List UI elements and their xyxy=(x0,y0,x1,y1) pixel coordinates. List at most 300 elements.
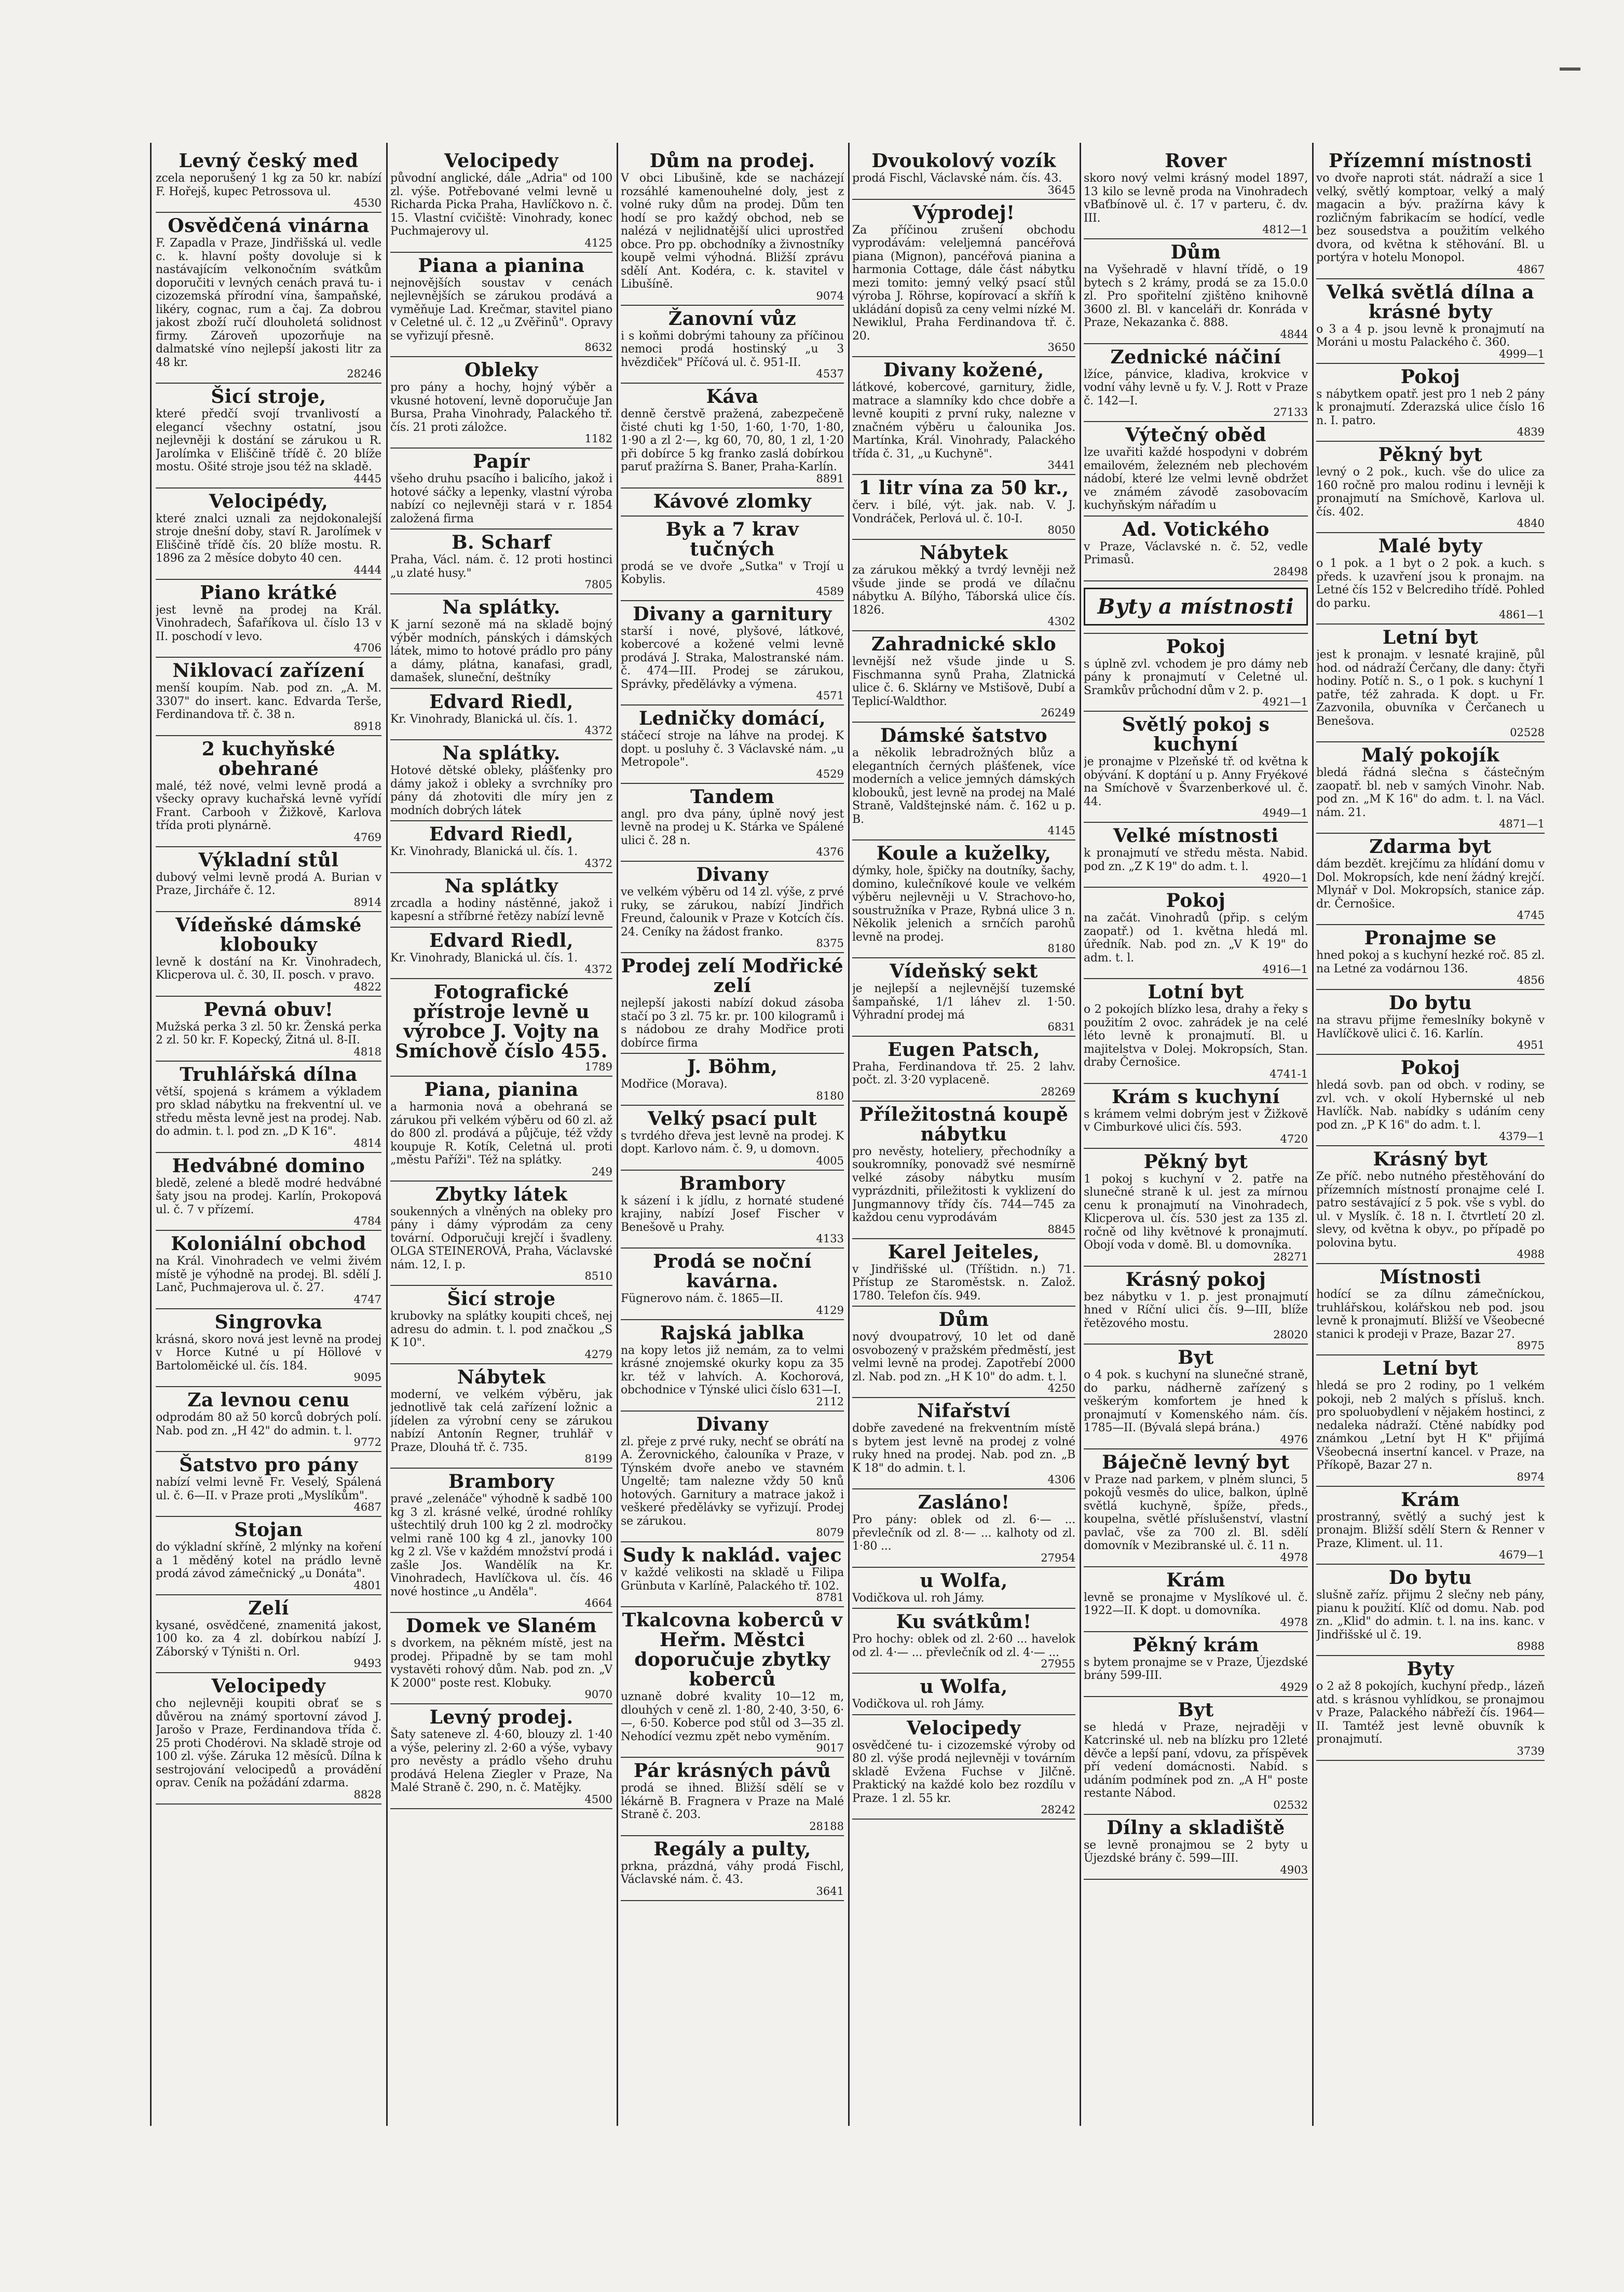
ad-headline: Koule a kuželky, xyxy=(876,843,1052,864)
ad-headline: Velká světlá dílna a krásné byty xyxy=(1326,281,1535,323)
ad-body-text: Za příčinou zrušení obchodu vyprodávám: veleljemná pancéřová piana (Mignon), pancéřová pianina a harmonia Cottage, dále část nábytku mezi tomito: jemný velký psací stůl výroba J. Röhrse, kopírovací a skříň k ukládání dopisů za ceny velmi nízké M. Newiklul, Praha Ferdinandova tř. č. 20. xyxy=(852,223,1075,343)
ad-reference-number: 4589 xyxy=(816,585,844,598)
ad-reference-number: 27955 xyxy=(1041,1658,1075,1670)
classified-ad xyxy=(390,594,612,689)
ad-reference-number: 4949—1 xyxy=(1262,807,1308,819)
classified-ad xyxy=(1084,1449,1308,1567)
column-rule xyxy=(386,143,388,2126)
ad-reference-number: 4978 xyxy=(1280,1616,1308,1629)
ad-reference-number: 4921—1 xyxy=(1262,696,1308,708)
ad-headline: Eugen Patsch, xyxy=(888,1038,1040,1061)
ad-body-text: Kr. Vinohrady, Blanická ul. čís. 1. xyxy=(390,951,578,965)
ad-headline: u Wolfa, xyxy=(920,1569,1008,1592)
classified-ad xyxy=(156,912,381,997)
ad-headline: Dvoukolový vozík xyxy=(871,150,1056,172)
ad-reference-number: 4747 xyxy=(353,1293,381,1306)
ad-body-text: na Král. Vinohradech ve velmi živém místě je výhodně na prodej. Bl. sdělí J. Lanč, Puchmajerova ul. č. 27. xyxy=(156,1255,381,1294)
classified-ad xyxy=(156,384,381,489)
ad-body-text: lze uvařiti každé hospodyni v dobrém emailovém, železném neb plechovém nádobí, které lze velmi levně obdržet ve známém závodě zasobovacím kuchyňským nářadím u xyxy=(1084,446,1308,512)
ad-headline: Niklovací zařízení xyxy=(172,660,365,682)
classified-ad xyxy=(621,784,844,862)
classified-ad xyxy=(390,449,612,530)
ad-reference-number: 4784 xyxy=(353,1215,381,1227)
ad-body-text: Kr. Vinohrady, Blanická ul. čís. 1. xyxy=(390,845,578,858)
ad-reference-number: 3441 xyxy=(1047,459,1075,471)
ad-headline: Divany kožené, xyxy=(883,359,1044,381)
ad-reference-number: 8050 xyxy=(1047,524,1075,536)
classified-ad xyxy=(1316,364,1545,442)
ad-body-text: levně se pronajme v Myslíkové ul. č. 1922—II. K dopt. u domovníka. xyxy=(1084,1591,1308,1617)
ad-headline: Edvard Riedl, xyxy=(429,929,574,952)
ad-body-text: dýmky, hole, špičky na doutníky, šachy, domino, kulečníkové koule ve velkém výběru nejlevněji u V. Strachovo-ho, soustružníka v Praze, Rybná ulice 3 n. Několik jelenich a srnčích parohů levně na prodej. xyxy=(852,864,1075,944)
ad-reference-number: 4250 xyxy=(1047,1382,1075,1394)
ad-headline: Fotografické přístroje levně u výrobce J. Vojty na Smíchově číslo 455. xyxy=(395,981,608,1062)
ad-body-text: hledá sovb. pan od obch. v rodiny, se zvl. vch. v okolí Hybernské ul neb Havlíčk. Nab. nabídky s udáním ceny pod zn. „P K 16" do adm. t. l. xyxy=(1316,1079,1545,1132)
ad-reference-number: 4839 xyxy=(1517,426,1545,438)
ad-body-text: hledá se pro 2 rodiny, po 1 velkém pokoji, neb 2 malých s přísluš. knch. pro spoluobydlení v nějakém hostinci, z nedaleka nádraží. Ctěné nabídky pod známkou „Letní byt H K" přijímá Všeobecná insertní kancel. v Praze, na Příkopě, Bazar 27 n. xyxy=(1316,1379,1545,1472)
ad-reference-number: 8918 xyxy=(353,720,381,733)
classified-ad xyxy=(1316,1055,1545,1146)
classified-ad xyxy=(156,489,381,580)
classified-ad xyxy=(852,1037,1075,1102)
classified-ad xyxy=(1084,1632,1308,1697)
classified-ad xyxy=(621,862,844,953)
classified-ad xyxy=(1084,1149,1308,1267)
classified-ad xyxy=(852,1489,1075,1568)
ad-reference-number: 6831 xyxy=(1047,1020,1075,1033)
ad-reference-number: 4769 xyxy=(353,831,381,844)
ad-reference-number: 4444 xyxy=(353,563,381,576)
ad-body-text: moderní, ve velkém výběru, jak jednotlivě tak celá zařízení ložnic a jídelen za výrobní ceny se zárukou nabízí Antonín Regner, truhlář v Praze, Dlouhá tř. č. 735. xyxy=(390,1388,612,1454)
ad-headline: Do bytu xyxy=(1388,992,1472,1014)
classified-ad xyxy=(390,1286,612,1364)
ad-reference-number: 4929 xyxy=(1280,1680,1308,1693)
classified-ad xyxy=(852,958,1075,1037)
ad-headline: Výprodej! xyxy=(912,201,1015,224)
ad-headline: Piano krátké xyxy=(200,581,337,604)
ad-reference-number: 4978 xyxy=(1280,1551,1308,1564)
classified-ad xyxy=(390,1469,612,1613)
ad-body-text: krubovky na splátky koupiti chceš, nej adresu do admin. t. l. pod značkou „S K 10". xyxy=(390,1310,612,1349)
classified-ad xyxy=(1084,148,1308,239)
ad-body-text: s tvrdého dřeva jest levně na prodej. K dopt. Karlovo nám. č. 9, u domovn. xyxy=(621,1129,844,1156)
classified-ad xyxy=(852,540,1075,631)
ad-reference-number: 8180 xyxy=(1047,942,1075,955)
ad-body-text: K jarní sezoně má na skladě bojný výběr modních, pánských i dámských látek, mimo to hotové prádlo pro pány a dámy, plátna, kanafasi, gradl, damašek, sluneční, deštníky xyxy=(390,618,612,684)
classified-ad xyxy=(156,1595,381,1674)
classified-ad xyxy=(852,475,1075,540)
classified-ad xyxy=(1316,925,1545,990)
ad-reference-number: 9772 xyxy=(353,1436,381,1448)
ad-headline: Zednické náčiní xyxy=(1110,346,1281,368)
classified-ad xyxy=(1084,979,1308,1084)
ad-body-text: bledá řádná slečna s částečným zaopatř. bl. neb v samých Vinohr. Nab. pod zn. „M K 16" do adm. t. l. na Václ. nám. 21. xyxy=(1316,766,1545,819)
ad-body-text: uznaně dobré kvality 10—12 m, dlouhých v ceně zl. 1·80, 2·40, 3·50, 6·—, 6·50. Koberce pod stůl od 3—35 zl. Nehodící vezmu zpět nebo vyměním. xyxy=(621,1690,844,1743)
ad-reference-number: 27954 xyxy=(1041,1551,1075,1564)
classified-ad xyxy=(621,706,844,784)
classified-ad xyxy=(156,847,381,912)
ad-headline: Krám s kuchyní xyxy=(1112,1086,1280,1108)
ad-body-text: nabízí velmi levně Fr. Veselý, Spálená ul. č. 6—II. v Praze proti „Myslíkům". xyxy=(156,1476,381,1502)
classified-ad xyxy=(1084,1267,1308,1345)
ad-body-text: osvědčené tu- i cizozemské výroby od 80 zl. výše prodá nejlevněji v továrním skladě Evžena Fuchse v Jilčně. Praktický na každé kolo bez rozdílu v Praze. 1 zl. 55 kr. xyxy=(852,1739,1075,1805)
classified-ad xyxy=(852,1715,1075,1820)
classified-ad xyxy=(1084,517,1308,581)
ad-reference-number: 4844 xyxy=(1280,328,1308,341)
ad-reference-number: 4664 xyxy=(584,1597,612,1609)
ad-body-text: je nejlepší a nejlevnější tuzemské šampaňské, 1/1 láhev zl. 1·50. Výhradní prodej má xyxy=(852,982,1075,1022)
column-rule xyxy=(1312,143,1314,2126)
ad-headline: Krám xyxy=(1166,1569,1225,1591)
ad-reference-number: 1182 xyxy=(584,432,612,445)
classified-ad xyxy=(1084,422,1308,517)
ad-body-text: na kopy letos již nemám, za to velmi krásné znojemské okurky kopu za 35 kr. též v lahvích. A. Kochorová, obchodnice v Týnské ulici číslo 631—I. xyxy=(621,1344,844,1396)
classified-ad xyxy=(1084,239,1308,344)
ad-reference-number: 8510 xyxy=(584,1270,612,1282)
ad-reference-number: 4814 xyxy=(353,1136,381,1149)
ad-headline: Výkladní stůl xyxy=(198,849,339,871)
ad-headline: Báječně levný byt xyxy=(1102,1451,1290,1473)
classified-ad xyxy=(390,1613,612,1704)
ad-reference-number: 4741-1 xyxy=(1270,1067,1308,1080)
classified-ad xyxy=(390,979,612,1077)
ad-reference-number: 4745 xyxy=(1517,909,1545,921)
ad-reference-number: 4903 xyxy=(1280,1863,1308,1876)
classified-ad xyxy=(852,1568,1075,1609)
ad-reference-number: 4133 xyxy=(816,1232,844,1245)
ad-headline: Lotní byt xyxy=(1148,981,1244,1003)
ad-body-text: prkna, prázdná, váhy prodá Fischl, Václavské nám. č. 43. xyxy=(621,1860,844,1886)
column-rule xyxy=(150,143,152,2126)
ad-body-text: zrcadla a hodiny nástěnné, jakož i kapesní a stříbrné řetězy nabízí levně xyxy=(390,897,612,923)
ad-body-text: bledě, zelené a bledě modré hedvábné šaty jsou na prodej. Karlín, Prokopová ul. č. 7 v přízemí. xyxy=(156,1176,381,1216)
ad-headline: Pronajme se xyxy=(1364,927,1497,949)
ad-reference-number: 27133 xyxy=(1273,406,1308,418)
classified-ad xyxy=(156,580,381,658)
ad-headline: Velocipedy xyxy=(444,150,558,172)
ad-headline: Brambory xyxy=(679,1172,785,1195)
ad-body-text: v Praze, Václavské n. č. 52, vedle Primasů. xyxy=(1084,540,1308,566)
ad-body-text: hned pokoj a s kuchyní hezké roč. 85 zl. na Letné za vodárnou 136. xyxy=(1316,949,1545,975)
ad-body-text: pro pány a hochy, hojný výběr a vkusné hotovení, levně doporučuje Jan Bursa, Praha Vinohrady, Palackého tř. čís. 21 proti záložce. xyxy=(390,381,612,434)
ad-body-text: červ. i bílé, výt. jak. nab. V. J. Vondráček, Perlová ul. č. 10-I. xyxy=(852,499,1075,525)
classified-ad xyxy=(621,1106,844,1171)
ad-headline: Divany a garnitury xyxy=(633,603,832,625)
ad-body-text: slušně zaříz. přijmu 2 slečny neb pány, pianu k použití. Klíč od domu. Nab. pod zn. „Klid" do admin. t. l. na ins. kanc. v Jindřišské ul č. 19. xyxy=(1316,1589,1545,1642)
classified-ad xyxy=(852,1102,1075,1239)
ad-reference-number: 3739 xyxy=(1517,1744,1545,1757)
ad-reference-number: 8828 xyxy=(353,1788,381,1801)
ad-headline: Zelí xyxy=(248,1597,289,1619)
classified-ad xyxy=(1316,1355,1545,1487)
ad-headline: Karel Jeiteles, xyxy=(888,1241,1040,1263)
ad-body-text: se hledá v Praze, nejraději v Katcrinské ul. neb na blízku pro 12leté děvče a lepší paní, vdovu, za příspěvek pří vedení domácnosti. Nabíd. s udáním podmínek pod zn. „A H" poste restante Nábod. xyxy=(1084,1720,1308,1800)
ad-headline: Nifařství xyxy=(917,1400,1011,1422)
classified-ad xyxy=(156,1309,381,1388)
classified-ad xyxy=(1084,344,1308,423)
ad-body-text: všeho druhu psacího i balicího, jakož i hotové sáčky a lepenky, vlastní výroba nabízí co nejlevněji stará v r. 1854 založená firma xyxy=(390,472,612,525)
ad-reference-number: 4920—1 xyxy=(1262,872,1308,884)
ad-headline: Byty xyxy=(1407,1658,1454,1680)
ad-headline: Krásný byt xyxy=(1373,1148,1488,1170)
ad-headline: Šicí stroje xyxy=(447,1288,556,1310)
ad-headline: Truhlářská dílna xyxy=(180,1063,358,1086)
classified-ad xyxy=(156,1153,381,1231)
classified-ad xyxy=(621,384,844,489)
ad-body-text: levnější než všude jinde u S. Fischmanna synů Praha, Zlatnická ulice č. 6. Sklárny ve Mstišově, Dubí a Teplicí-Waldthor. xyxy=(852,655,1075,708)
ad-headline: Papír xyxy=(473,451,530,472)
ad-reference-number: 249 xyxy=(591,1165,612,1178)
ad-headline: Za levnou cenu xyxy=(187,1389,350,1411)
ad-reference-number: 4818 xyxy=(353,1045,381,1058)
classified-ad xyxy=(390,689,612,741)
ad-reference-number: 28188 xyxy=(809,1820,844,1833)
ad-body-text: Praha, Václ. nám. č. 12 proti hostinci „u zlaté husy." xyxy=(390,553,612,580)
classified-ad xyxy=(852,357,1075,475)
ad-reference-number: 9074 xyxy=(816,289,844,302)
classified-ad xyxy=(156,1452,381,1517)
ad-headline: Dům xyxy=(938,1309,989,1331)
classified-ad xyxy=(1316,1264,1545,1355)
classified-ad xyxy=(390,1704,612,1809)
classified-ad xyxy=(621,1758,844,1836)
ad-body-text: stáčecí stroje na láhve na prodej. K dopt. u posluhy č. 3 Václavské nám. „u Metropole". xyxy=(621,729,844,769)
classified-ad xyxy=(390,357,612,449)
ad-body-text: zl. přeje z prvé ruky, nechť se obrátí na A. Žerovnického, čalouníka v Praze, v Týnském dvoře anebo ve stavném Ungeltě; tam nalezne vždy 50 knů hotových. Garnitury a matrace jakož i veškeré předělávky se vyřizují. Prodej se zárukou. xyxy=(621,1435,844,1528)
ad-reference-number: 8199 xyxy=(584,1453,612,1465)
classified-ad xyxy=(156,1231,381,1309)
ad-body-text: původní anglické, dále „Adria" od 100 zl. výše. Potřebované velmi levně u Richarda Picka Praha, Havlíčkovo n. č. 15. Vlastní cvičiště: Vinohrady, konec Puchmajerovy ul. xyxy=(390,172,612,238)
ad-reference-number: 4500 xyxy=(584,1793,612,1806)
classified-ad xyxy=(1084,712,1308,823)
ad-body-text: Modřice (Morava). xyxy=(621,1078,728,1091)
ad-reference-number: 3650 xyxy=(1047,341,1075,354)
ad-reference-number: 9017 xyxy=(816,1742,844,1754)
ad-column-1 xyxy=(156,148,381,2126)
classified-ad xyxy=(156,213,381,384)
ad-body-text: s krámem velmi dobrým jest v Žižkově v Cimburkové ulici čís. 593. xyxy=(1084,1107,1308,1134)
classified-ad xyxy=(1316,742,1545,834)
ad-column-5 xyxy=(1084,148,1308,2126)
classified-ad xyxy=(1316,1487,1545,1565)
ad-headline: Byk a 7 krav tučných xyxy=(665,518,799,560)
ad-headline: Hedvábné domino xyxy=(172,1155,365,1177)
ad-body-text: krásná, skoro nová jest levně na prodej v Horce Kutné u pí Höllové v Bartoloměické ul. čís. 184. xyxy=(156,1333,381,1373)
ad-body-text: kysané, osvědčené, znamenitá jakost, 100 ko. za 4 zl. dobírkou nabízí J. Záborský v Týništi n. Orl. xyxy=(156,1619,381,1659)
ad-headline: Vídeňské dámské klobouky xyxy=(175,914,362,956)
ad-reference-number: 28020 xyxy=(1273,1328,1308,1341)
classified-ad xyxy=(1316,279,1545,364)
ad-headline: Dům na prodej. xyxy=(649,150,815,172)
classified-ad xyxy=(621,1171,844,1249)
ad-reference-number: 4529 xyxy=(816,767,844,780)
ad-reference-number: 4679—1 xyxy=(1499,1549,1545,1561)
classified-ad xyxy=(1084,1567,1308,1632)
ad-headline: Prodá se noční kavárna. xyxy=(653,1251,812,1292)
ad-headline: Zasláno! xyxy=(918,1491,1010,1513)
ad-headline: Piana a pianina xyxy=(418,254,585,277)
ad-reference-number: 4687 xyxy=(353,1501,381,1513)
classified-ad xyxy=(1316,1565,1545,1656)
classified-ad xyxy=(1316,1146,1545,1264)
ad-reference-number: 4988 xyxy=(1517,1248,1545,1260)
ad-body-text: Vodičkova ul. roh Jámy. xyxy=(852,1591,985,1605)
ad-headline: Výtečný oběd xyxy=(1125,424,1266,446)
ad-headline: Nábytek xyxy=(919,542,1008,564)
ad-headline: Prodej zelí Modřické zelí xyxy=(621,955,844,997)
ad-body-text: s dvorkem, na pěkném místě, jest na prodej. Připadně by se tam mohl vystavěti rohový dům. Nab. pod zn. „V K 2000" poste rest. Klobuky. xyxy=(390,1637,612,1690)
ad-body-text: dubový velmi levně prodá A. Burian v Praze, Jircháře č. 12. xyxy=(156,871,381,897)
ad-reference-number: 02528 xyxy=(1510,726,1545,739)
classified-ad xyxy=(1084,823,1308,888)
ad-headline: Letní byt xyxy=(1382,627,1479,648)
ad-body-text: o 3 a 4 p. jsou levně k pronajmutí na Moráni u mostu Palackého č. 360. xyxy=(1316,322,1545,349)
ad-body-text: Hotové dětské obleky, plášťenky pro dámy jakož i obleky a svrchníky pro pány dá zhotoviti dle míry jen z modních dobrých látek xyxy=(390,764,612,817)
column-rule xyxy=(848,143,850,2126)
ad-headline: B. Scharf xyxy=(452,532,551,553)
classified-ad xyxy=(390,740,612,821)
ad-headline: Pár krásných pávů xyxy=(633,1760,831,1782)
ad-body-text: zcela neporušený 1 kg za 50 kr. nabízí F. Hořejš, kupec Petrossova ul. xyxy=(156,172,381,198)
ad-reference-number: 4867 xyxy=(1517,263,1545,276)
ad-body-text: pro nevěsty, hoteliery, přechodníky a soukromníky, ponovadž své nesmírně velké zásoby nábytku musím vyprázdniti, přiležitosti k vyklizení do Jungmannovy třídy čís. 744—745 za každou cenu vyprodávám xyxy=(852,1145,1075,1224)
ad-reference-number: 4372 xyxy=(584,857,612,870)
ad-reference-number: 7805 xyxy=(584,578,612,591)
classified-ad xyxy=(621,148,844,306)
ad-body-text: jest levně na prodej na Král. Vinohradech, Šafaříkova ul. číslo 13 v II. poschodí v levo. xyxy=(156,603,381,643)
ad-reference-number: 8375 xyxy=(816,937,844,950)
ad-body-text: 1 pokoj s kuchyní v 2. patře na slunečné straně k ul. jest za mírnou cenu k pronajmutí na Vinohradech, Klicperova ul. čís. 530 jest za 135 zl. ročně od lihy květnové k pronajmutí. Obojí voda v domě. Bl. u domovníka. xyxy=(1084,1172,1308,1252)
column-rule xyxy=(1080,143,1081,2126)
ad-reference-number: 8632 xyxy=(584,341,612,354)
ad-body-text: k sázení i k jídlu, z hornaté studené krajiny, nabízí Josef Fischer v Benešově u Prahy. xyxy=(621,1194,844,1234)
ad-headline: Světlý pokoj s kuchyní xyxy=(1122,714,1270,755)
ad-headline: Krám xyxy=(1401,1488,1460,1511)
ad-body-text: prodá se ve dvoře „Sutka" v Trojí u Kobylis. xyxy=(621,560,844,586)
ad-body-text: angl. pro dva pány, úplně nový jest levně na prodej u K. Stárka ve Spálené ulici č. 28 n. xyxy=(621,807,844,847)
ad-headline: Zbytky látek xyxy=(435,1183,568,1205)
ad-reference-number: 4129 xyxy=(816,1304,844,1317)
ad-headline: Ad. Votického xyxy=(1122,518,1270,540)
ad-headline: Rover xyxy=(1165,150,1227,172)
ad-headline: Koloniální obchod xyxy=(171,1233,366,1255)
ad-headline: Levný prodej. xyxy=(429,1706,574,1728)
ad-headline: Ledničky domácí, xyxy=(638,708,826,729)
ad-headline: Pěkný byt xyxy=(1143,1150,1248,1173)
ad-reference-number: 4537 xyxy=(816,368,844,380)
classified-ad xyxy=(1316,148,1545,279)
ad-headline: Vídeňský sekt xyxy=(890,960,1038,982)
ad-headline: Pevná obuv! xyxy=(203,998,334,1021)
ad-reference-number: 4125 xyxy=(584,236,612,249)
ad-reference-number: 4005 xyxy=(816,1154,844,1167)
ad-headline: Šatstvo pro pány xyxy=(179,1454,358,1476)
ad-reference-number: 28271 xyxy=(1273,1250,1308,1263)
ad-headline: Dámské šatstvo xyxy=(880,725,1048,747)
page-number-mark xyxy=(1560,67,1580,71)
ad-headline: Dům xyxy=(1170,241,1221,263)
ad-headline: Domek ve Slaném xyxy=(406,1615,597,1637)
ad-body-text: prodá Fischl, Václavské nám. čís. 43. xyxy=(852,172,1062,185)
classified-ad xyxy=(621,1412,844,1543)
ad-headline: Regály a pulty, xyxy=(653,1838,811,1860)
ad-body-text: na začát. Vinohradů (přip. s celým zaopatř.) od 1. května hledá ml. úředník. Nab. pod zn. „V K 19" do adm. t. l. xyxy=(1084,912,1308,965)
ad-body-text: v každé velikosti na skladě u Filipa Grünbuta v Karlíně, Palackého tř. 102. xyxy=(621,1566,844,1593)
classified-ad xyxy=(156,1062,381,1153)
ad-body-text: i s koňmi dobrými tahouny za příčinou nemoci prodá hostinský „u 3 hvězdiček" Příčová ul. č. 951-II. xyxy=(621,329,844,369)
ad-headline: Tandem xyxy=(690,785,774,808)
ad-reference-number: 02532 xyxy=(1273,1798,1308,1811)
ad-body-text: které předčí svojí trvanlivostí a elegancí všechny ostatní, jsou nejlevněji k dostání se zárukou u R. Jarolímka v Eliščině třídě č. 20 blíže mostu. Ošité stroje jsou též na skladě. xyxy=(156,408,381,473)
ad-headline: Levný český med xyxy=(179,150,359,172)
classified-ad xyxy=(852,200,1075,358)
classified-ad xyxy=(621,601,844,706)
classified-ad xyxy=(390,1077,612,1182)
ad-body-text: V obci Libušině, kde se nacházejí rozsáhlé kamenouhelné doly, jest z volné ruky dům na prodej. Dům ten hodí se pro každý obchod, neb se nalézá v nejlidnatější ulici uprostřed obce. Pro pp. obchodníky a živnostníky koupě velmi výhodná. Bližší zprávu sdělí Ant. Kodéra, c. k. stavitel v Libušíně. xyxy=(621,172,844,291)
ad-reference-number: 9070 xyxy=(584,1688,612,1701)
classified-ad xyxy=(1316,990,1545,1055)
ad-headline: Malé byty xyxy=(1378,535,1483,557)
classified-ad xyxy=(852,1307,1075,1398)
classified-ad xyxy=(852,1239,1075,1307)
classified-ad xyxy=(852,723,1075,840)
ad-headline: Káva xyxy=(706,386,759,408)
ad-body-text: se levně pronajmou se 2 byty u Újezdské brány č. 599—III. xyxy=(1084,1838,1308,1865)
ad-headline: Tkalcovna koberců v Heřm. Městci doporučuje zbytky koberců xyxy=(622,1609,843,1690)
ad-body-text: s bytem pronajme se v Praze, Újezdské brány 599-III. xyxy=(1084,1656,1308,1682)
ad-body-text: soukenných a vlněných na obleky pro pány i dámy výprodám za ceny tovární. Odporučuji krejčí i švadleny. OLGA STEINEROVÁ, Praha, Václavské nám. 12, I. p. xyxy=(390,1205,612,1271)
classified-ad xyxy=(621,1607,844,1758)
ad-body-text: menší koupím. Nab. pod zn. „A. M. 3307" do insert. kanc. Edvarda Terše, Ferdinandova tř. č. 38 n. xyxy=(156,682,381,721)
ad-reference-number: 4445 xyxy=(353,472,381,485)
classified-ad xyxy=(621,517,844,601)
classified-ad xyxy=(621,489,844,517)
ad-body-text: malé, též nové, velmi levně prodá a všecky opravy kuchařská levně vyřídí Frant. Carbooh v Žižkově, Karlova třída proti plynárně. xyxy=(156,779,381,832)
classified-ad xyxy=(1316,1656,1545,1761)
section-header-title: Byty a místnosti xyxy=(1097,594,1294,619)
ad-reference-number: 8845 xyxy=(1047,1223,1075,1236)
ad-column-2 xyxy=(390,148,612,2126)
ad-body-text: prostranný, světlý a suchý jest k pronajm. Bližší sdělí Stern & Renner v Praze, Kliment. ul. 11. xyxy=(1316,1510,1545,1550)
ad-body-text: a několik lebradrožných blůz a elegantních černých plášťenek, více moderních a velice jemných dámských klobouků, jest levně na prodej na Malé Straně, Valdštejnské nám. č. 162 u p. B. xyxy=(852,747,1075,826)
ad-headline: Piana, pianina xyxy=(424,1079,579,1101)
ad-body-text: F. Zapadla v Praze, Jindřišská ul. vedle c. k. hlavní pošty dovoluje si k nastávajícím velkonočním svátkům doporučiti v levných cenách pravá tu- i cizozemská přírodní vína, šampaňské, likéry, cognac, rum a čaj. Za dobrou jakost zboží ručí dlouholetá solidnost firmy. Zároveň upozorňuje na dalmatské víno nejlepší jakosti litr za 48 kr. xyxy=(156,237,381,369)
ad-body-text: na stravu přijme řemeslníky bokyně v Havlíčkově ulici č. 16. Karlín. xyxy=(1316,1014,1545,1040)
ad-body-text: v Jindřišské ul. (Tříštidn. n.) 71. Přístup ze Staroměstsk. n. Založ. 1780. Telefon čís. 949. xyxy=(852,1263,1075,1303)
ad-headline: Pěkný byt xyxy=(1378,444,1483,466)
ad-reference-number: 4976 xyxy=(1280,1433,1308,1446)
ad-headline: Velocipedy xyxy=(211,1675,326,1697)
classified-ad xyxy=(390,873,612,928)
classified-ad xyxy=(852,840,1075,958)
ad-headline: Nábytek xyxy=(457,1366,546,1388)
ad-reference-number: 4840 xyxy=(1517,517,1545,530)
classified-ad xyxy=(1084,1345,1308,1449)
classified-ad xyxy=(156,658,381,736)
ad-body-text: skoro nový velmi krásný model 1897, 13 kilo se levně proda na Vinohradech vBaťbínově ul. č. 17 v parteru, č. dv. III. xyxy=(1084,172,1308,225)
ad-reference-number: 8180 xyxy=(816,1089,844,1102)
ad-headline: Na splátky. xyxy=(442,596,561,618)
ad-reference-number: 26249 xyxy=(1041,707,1075,719)
ad-body-text: levný o 2 pok., kuch. vše do ulice za 160 ročně pro malou rodinu i levněji k pronajmutí na Smíchově, Karlova ul. čís. 402. xyxy=(1316,466,1545,519)
classified-ad xyxy=(621,1249,844,1320)
ad-body-text: které znalci uznali za nejdokonalejší stroje dnešní doby, staví R. Jarolímek v Eliščině třídě čís. 20 blíže mostu. R. 1896 za 2 měsíce dobyto 40 cen. xyxy=(156,512,381,565)
classified-ad xyxy=(1084,1815,1308,1880)
ad-body-text: látkové, kobercové, garnitury, židle, matrace a slamníky kdo chce dobře a levně koupiti z první ruky, nalezne v značném výběru u čalounika Jos. Martínka, Král. Vinohrady, Palackého třída č. 31, „u Kuchyně". xyxy=(852,381,1075,460)
ad-body-text: lžíce, pánvice, kladiva, krokvice v vodní váhy levně u fy. V. J. Rott v Praze č. 142—I. xyxy=(1084,368,1308,408)
classified-ad xyxy=(852,1398,1075,1489)
ad-reference-number: 8914 xyxy=(353,896,381,908)
